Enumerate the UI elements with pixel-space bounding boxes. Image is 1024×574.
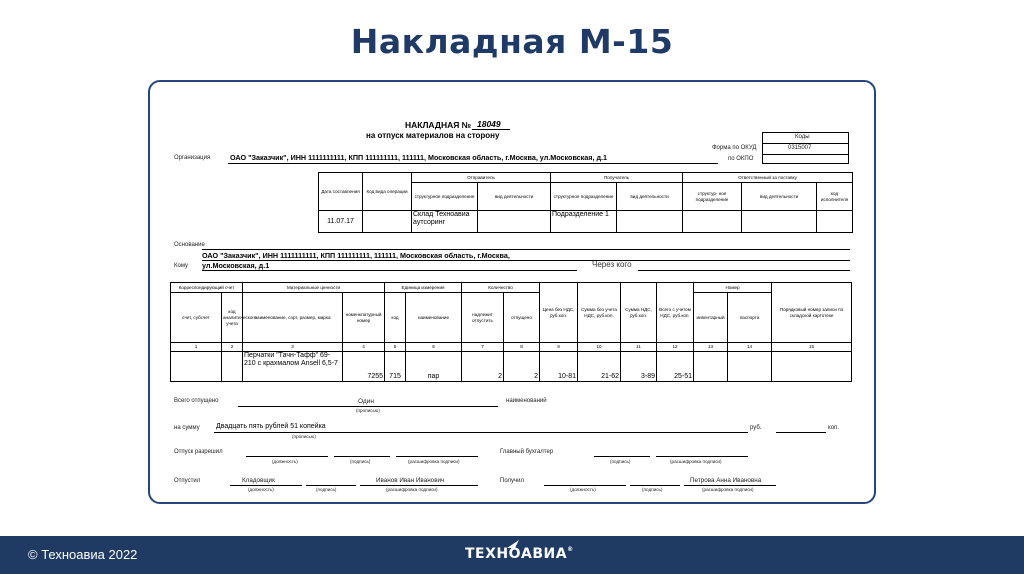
- received-label: Получил: [500, 478, 524, 484]
- released-by-position: Кладовщик: [242, 477, 275, 484]
- slide-title: Накладная М-15: [350, 22, 674, 61]
- footer-copyright: © Техноавиа 2022: [28, 547, 138, 562]
- col-number: 7: [462, 343, 504, 352]
- quantity-header: Количество: [462, 283, 540, 293]
- table-row: [171, 352, 852, 382]
- chief-accountant-label: Главный бухгалтер: [500, 449, 554, 455]
- sum-label: на сумму: [174, 425, 200, 431]
- col-number: 12: [657, 343, 694, 352]
- org-label: Организация: [174, 155, 211, 161]
- item-released: 2: [504, 352, 540, 382]
- price-header: Цена без НДС, руб.коп.: [540, 283, 578, 343]
- responsible-header: Ответственный за поставку: [683, 173, 853, 183]
- reg-no-header: Порядковый номер записи по складской картотеке: [772, 283, 852, 343]
- col-number: 9: [540, 343, 578, 352]
- kop-label: коп.: [828, 425, 839, 431]
- col-number: 2: [222, 343, 243, 352]
- item-total: 25-51: [657, 352, 694, 382]
- header-table: [318, 172, 853, 233]
- released-header: отпущено: [504, 293, 540, 343]
- vat-header: Сумма НДС, руб.коп.: [621, 283, 657, 343]
- decoding-caption: (расшифровка подписи): [408, 459, 460, 464]
- col-number: 11: [621, 343, 657, 352]
- item-unit: пар: [406, 352, 462, 382]
- basis-label: Основание: [174, 242, 205, 248]
- unit-name-header: наименование: [406, 293, 462, 343]
- item-nomenclature: 7255: [343, 352, 385, 382]
- doc-number: 18049: [477, 119, 501, 129]
- col-number: 5: [385, 343, 406, 352]
- released-by-label: Отпустил: [174, 478, 201, 484]
- date-header: Дата составления: [319, 173, 363, 211]
- okud-label: Форма по ОКУД: [712, 145, 757, 151]
- inventory-header: инвентарный: [694, 293, 728, 343]
- nomenclature-header: номенклатурный номер: [343, 293, 385, 343]
- sender-unit-header: структурное подразделение: [412, 183, 478, 211]
- item-price: 10-81: [540, 352, 578, 382]
- col-number: 14: [728, 343, 772, 352]
- item-to-release: 2: [462, 352, 504, 382]
- items-label: наименований: [506, 398, 547, 404]
- sum-header: Сумма без учета НДС, руб.коп.: [578, 283, 621, 343]
- sender-header: Отправитель: [412, 173, 551, 183]
- date-value: 11.07.17: [319, 211, 363, 233]
- material-values-header: Материальные ценности: [243, 283, 385, 293]
- resp-unit-header: структур- ное подразделение: [683, 183, 742, 211]
- resp-activity-header: вид деятельности: [742, 183, 817, 211]
- decoding-caption: (расшифровка подписи): [670, 459, 722, 464]
- codes-label: Коды: [795, 134, 810, 140]
- col-number: 8: [504, 343, 540, 352]
- decoding-caption: (расшифровка подписи): [386, 487, 438, 492]
- to-release-header: надлежит отпустить: [462, 293, 504, 343]
- account-header: счет, субсчет: [171, 293, 222, 343]
- basis-value-2: ул.Московская, д.1: [202, 261, 270, 270]
- position-caption: (должность): [272, 459, 298, 464]
- company-logo: [465, 546, 574, 562]
- received-name: Петрова Анна Ивановна: [690, 477, 762, 484]
- item-code: 715: [385, 352, 406, 382]
- in-words-caption: (прописью): [292, 434, 316, 439]
- signature-caption: (подпись): [642, 487, 663, 492]
- item-vat: 3-89: [621, 352, 657, 382]
- performer-header: код исполнителя: [817, 183, 853, 211]
- okpo-label: по ОКПО: [728, 156, 754, 162]
- col-number: 4: [343, 343, 385, 352]
- basis-value-1: ОАО "Заказчик", ИНН 1111111111, КПП 111111111, 111111, Московская область, г.Москва,: [202, 251, 510, 260]
- corr-account-header: Корреспондирующий счет: [171, 283, 243, 293]
- item-sum: 21-62: [578, 352, 621, 382]
- through-label: Через кого: [592, 260, 632, 269]
- name-header: наименование, сорт, размер, марка: [243, 293, 343, 343]
- col-number: 10: [578, 343, 621, 352]
- org-value: ОАО "Заказчик", ИНН 1111111111, КПП 111111111, 111111, Московская область, г.Москва, ул.Московская, д.1: [230, 153, 608, 162]
- decoding-caption: (расшифровка подписи): [702, 487, 754, 492]
- okud-value: 0315007: [788, 145, 812, 151]
- in-words-caption: (прописью): [356, 408, 380, 413]
- col-number: 6: [406, 343, 462, 352]
- receiver-unit-header: структурное подразделение: [551, 183, 617, 211]
- signature-caption: (подпись): [610, 459, 631, 464]
- number-header: Номер: [694, 283, 772, 293]
- receiver-value: Подразделение 1: [551, 211, 617, 233]
- col-number: 1: [171, 343, 222, 352]
- col-number: 15: [772, 343, 852, 352]
- op-code-header: Код вида операции: [363, 173, 412, 211]
- released-total-value: Один: [358, 398, 374, 405]
- unit-header: Единица измерения: [385, 283, 462, 293]
- position-caption: (должность): [248, 487, 274, 492]
- position-caption: (должность): [570, 487, 596, 492]
- col-number: 13: [694, 343, 728, 352]
- signature-caption: (подпись): [350, 459, 371, 464]
- to-whom-label: Кому: [174, 263, 189, 269]
- registered-mark: ®: [567, 546, 574, 553]
- receiver-activity-header: вид деятельности: [617, 183, 683, 211]
- col-number: 3: [243, 343, 343, 352]
- invoice-document: [148, 80, 876, 504]
- permit-label: Отпуск разрешил: [174, 449, 223, 455]
- sender-value: Склад Техноавиа аутсоринг: [412, 211, 478, 233]
- footer-bar: [0, 536, 1024, 574]
- signature-caption: (подпись): [316, 487, 337, 492]
- released-total-label: Всего отпущено: [174, 398, 219, 404]
- code-header: код: [385, 293, 406, 343]
- receiver-header: Получатель: [551, 173, 683, 183]
- released-by-name: Иванов Иван Иванович: [376, 477, 445, 484]
- sender-activity-header: вид деятельности: [478, 183, 551, 211]
- rub-label: руб.: [750, 425, 762, 431]
- total-header: Всего с учетом НДС, руб.коп.: [657, 283, 694, 343]
- doc-subtitle: на отпуск материалов на сторону: [366, 131, 500, 140]
- doc-heading: НАКЛАДНАЯ №: [405, 120, 472, 130]
- company-logo-text: ТЕХНОАВИА: [465, 546, 568, 562]
- items-table: [170, 282, 852, 382]
- sum-value: Двадцать пять рублей 51 копейка: [216, 423, 326, 430]
- analytic-header: код аналитического учета: [222, 293, 243, 343]
- passport-header: паспорта: [728, 293, 772, 343]
- item-name: Перчатки "Тачн-Тафф" 69-210 с крахмалом Ansell 6,5-7: [243, 352, 343, 382]
